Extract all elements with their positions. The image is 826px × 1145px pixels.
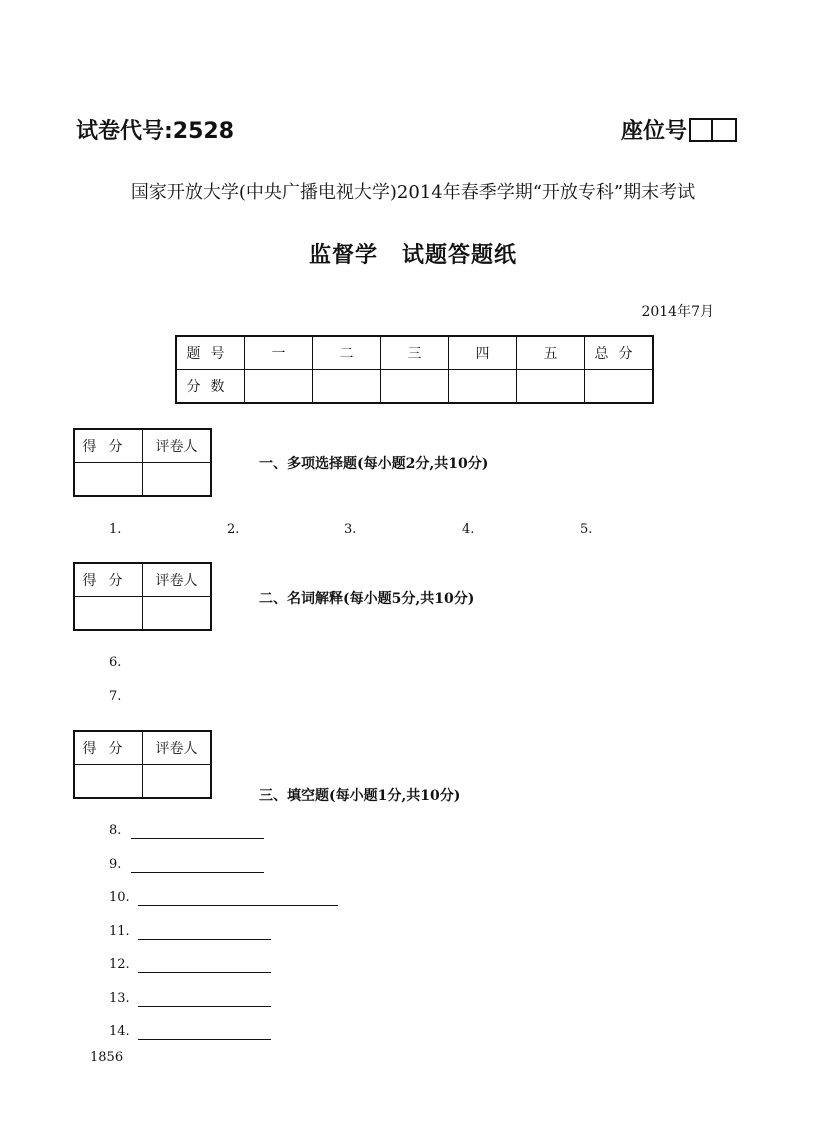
- seat-box[interactable]: [713, 118, 737, 142]
- grader-name-label: 评卷人: [143, 731, 212, 765]
- summary-header-cell: 题号: [176, 336, 245, 370]
- summary-score-cell[interactable]: [313, 370, 381, 404]
- summary-score-cell[interactable]: [245, 370, 313, 404]
- question-number: 2.: [227, 522, 240, 537]
- question-number: 8.: [109, 823, 122, 838]
- question-number: 14.: [109, 1024, 130, 1039]
- question-number: 6.: [109, 655, 122, 670]
- question-number: 4.: [462, 522, 475, 537]
- summary-score-cell[interactable]: [449, 370, 517, 404]
- paper-code: 试卷代号:2528: [76, 119, 235, 144]
- summary-score-cell[interactable]: [517, 370, 585, 404]
- summary-score-cell[interactable]: [585, 370, 654, 404]
- seat-number-boxes[interactable]: [689, 118, 737, 142]
- grader-name-label: 评卷人: [143, 429, 212, 463]
- question-number: 11.: [109, 924, 130, 939]
- question-number: 13.: [109, 991, 130, 1006]
- question-number: 5.: [580, 522, 593, 537]
- question-number: 9.: [109, 857, 122, 872]
- section-heading: 三、填空题(每小题1分,共10分): [259, 788, 461, 804]
- summary-header-cell: 二: [313, 336, 381, 370]
- question-number: 7.: [109, 689, 122, 704]
- grader-box: [73, 562, 212, 631]
- exam-title: 国家开放大学(中央广播电视大学)2014年春季学期“开放专科”期末考试: [130, 182, 696, 203]
- seat-number: [621, 114, 737, 145]
- grader-box: [73, 730, 212, 799]
- question-number: 3.: [344, 522, 357, 537]
- grader-box: [73, 428, 212, 497]
- answer-blank[interactable]: [138, 972, 271, 973]
- seat-label: 座位号: [621, 119, 688, 144]
- question-number: 1.: [109, 522, 122, 537]
- answer-blank[interactable]: [138, 905, 338, 906]
- grader-score-label: 得分: [74, 731, 143, 765]
- summary-score-cell[interactable]: [381, 370, 449, 404]
- question-number: 12.: [109, 957, 130, 972]
- document-title-type: 试题答题纸: [402, 243, 518, 268]
- summary-header-cell: 一: [245, 336, 313, 370]
- summary-score-label: 分数: [176, 370, 245, 404]
- page-number: 1856: [90, 1050, 124, 1065]
- answer-blank[interactable]: [131, 838, 264, 839]
- answer-blank[interactable]: [138, 1006, 271, 1007]
- document-title-subject: 监督学: [308, 243, 378, 268]
- grader-name-label: 评卷人: [143, 563, 212, 597]
- answer-blank[interactable]: [138, 1039, 271, 1040]
- summary-header-cell: 四: [449, 336, 517, 370]
- grader-name-cell[interactable]: [143, 765, 212, 799]
- grader-score-label: 得分: [74, 429, 143, 463]
- grader-score-cell[interactable]: [74, 765, 143, 799]
- grader-name-cell[interactable]: [143, 463, 212, 497]
- document-title: [0, 238, 826, 269]
- section-heading: 二、名词解释(每小题5分,共10分): [259, 591, 475, 607]
- exam-date: 2014年7月: [641, 304, 714, 320]
- grader-name-cell[interactable]: [143, 597, 212, 631]
- grader-score-label: 得分: [74, 563, 143, 597]
- summary-header-cell: 五: [517, 336, 585, 370]
- summary-header-row: [176, 336, 653, 370]
- section-heading: 一、多项选择题(每小题2分,共10分): [259, 456, 489, 472]
- answer-blank[interactable]: [131, 872, 264, 873]
- summary-score-table: [175, 335, 654, 404]
- grader-score-cell[interactable]: [74, 597, 143, 631]
- summary-header-cell: 三: [381, 336, 449, 370]
- answer-blank[interactable]: [138, 939, 271, 940]
- summary-score-row: [176, 370, 653, 404]
- question-number: 10.: [109, 890, 130, 905]
- summary-header-cell: 总分: [585, 336, 654, 370]
- seat-box[interactable]: [689, 118, 713, 142]
- grader-score-cell[interactable]: [74, 463, 143, 497]
